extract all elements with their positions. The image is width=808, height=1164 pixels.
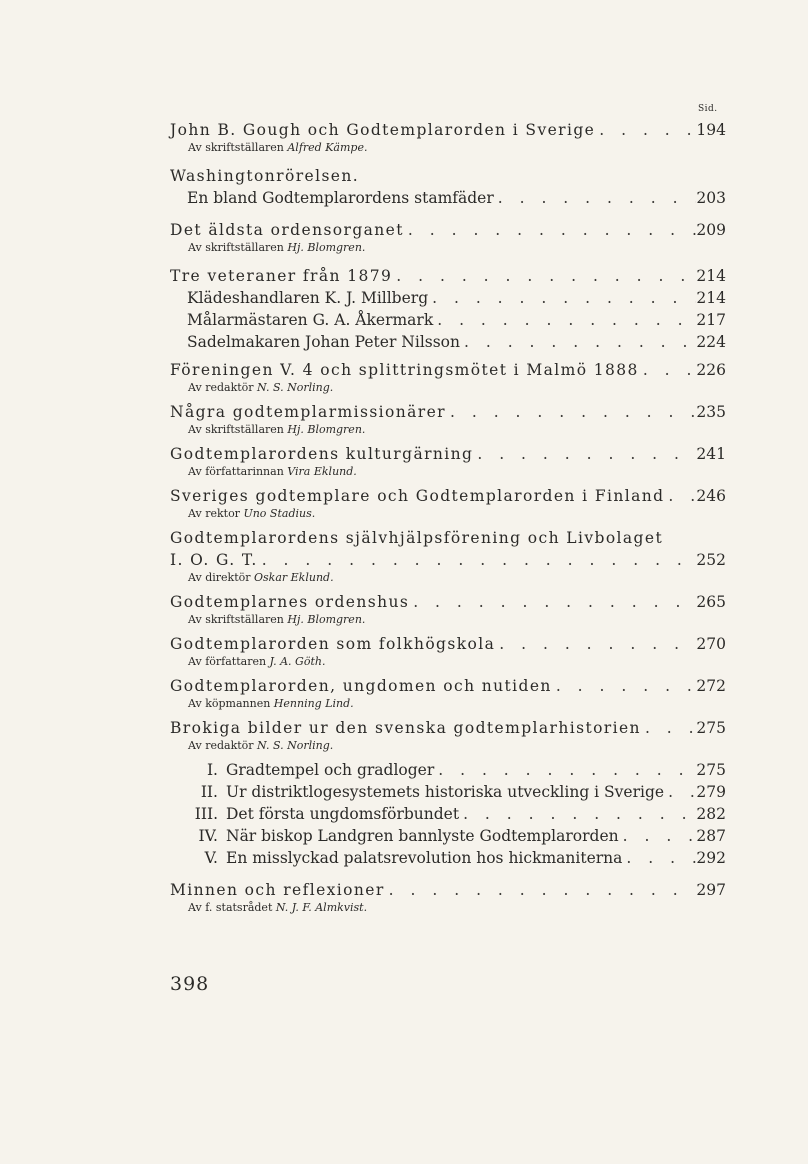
entry-title: Minnen och reflexioner bbox=[170, 881, 385, 899]
entry-page: 241 bbox=[696, 445, 726, 463]
roman-numeral: III. bbox=[194, 805, 218, 823]
entry-author: Av skriftställaren Hj. Blomgren. bbox=[188, 241, 366, 254]
page-number: 398 bbox=[170, 973, 210, 995]
toc-subentry-3 bbox=[170, 803, 726, 825]
entry-page: 297 bbox=[696, 881, 726, 899]
entry-title: En bland Godtemplarordens stamfäder bbox=[187, 189, 494, 207]
entry-page: 292 bbox=[696, 849, 726, 867]
dot-leader bbox=[392, 265, 696, 287]
entry-page: 224 bbox=[696, 333, 726, 351]
entry-author: Av redaktör N. S. Norling. bbox=[188, 739, 334, 752]
dot-leader bbox=[385, 879, 696, 901]
entry-title: Några godtemplarmissionärer bbox=[170, 403, 446, 421]
toc-entry-ungdomen bbox=[170, 675, 726, 697]
entry-author: Av f. statsrådet N. J. F. Almkvist. bbox=[188, 901, 368, 914]
roman-numeral: V. bbox=[204, 849, 218, 867]
entry-page: 265 bbox=[696, 593, 726, 611]
toc-subentry-1 bbox=[170, 759, 726, 781]
toc-entry-ordenshus bbox=[170, 591, 726, 613]
entry-title: Tre veteraner från 1879 bbox=[170, 267, 393, 285]
toc-entry-veteraner bbox=[170, 265, 726, 287]
table-of-contents bbox=[170, 119, 726, 915]
toc-entry-brokiga bbox=[170, 717, 726, 739]
entry-author: Av redaktör N. S. Norling. bbox=[188, 381, 334, 394]
toc-entry-gough bbox=[170, 119, 726, 141]
entry-author: Av direktör Oskar Eklund. bbox=[188, 571, 334, 584]
dot-leader bbox=[428, 287, 696, 309]
toc-entry-livbolaget-line1: Godtemplarordens självhjälpsförening och Livbolaget bbox=[170, 529, 664, 547]
dot-leader bbox=[619, 825, 696, 847]
entry-title: Godtemplarnes ordenshus bbox=[170, 593, 410, 611]
entry-page: 246 bbox=[696, 487, 726, 505]
entry-title: I. Gradtempel och gradloger bbox=[190, 759, 434, 781]
entry-author: Av skriftställaren Hj. Blomgren. bbox=[188, 613, 366, 626]
entry-title: Brokiga bilder ur den svenska godtemplarhistorien bbox=[170, 719, 641, 737]
dot-leader bbox=[664, 485, 696, 507]
toc-entry-minnen bbox=[170, 879, 726, 901]
entry-title: Klädeshandlaren K. J. Millberg bbox=[187, 289, 429, 307]
dot-leader bbox=[495, 633, 696, 655]
entry-title: I. O. G. T. bbox=[170, 551, 258, 569]
entry-title: Godtemplarorden, ungdomen och nutiden bbox=[170, 677, 552, 695]
dot-leader bbox=[434, 759, 696, 781]
toc-entry-foreningen bbox=[170, 359, 726, 381]
toc-subentry-2 bbox=[170, 781, 726, 803]
entry-title: John B. Gough och Godtemplarorden i Sverige bbox=[170, 121, 596, 139]
roman-numeral: II. bbox=[200, 783, 218, 801]
dot-leader bbox=[595, 119, 696, 141]
dot-leader bbox=[641, 717, 696, 739]
dot-leader bbox=[459, 803, 696, 825]
dot-leader bbox=[622, 847, 696, 869]
dot-leader bbox=[404, 219, 696, 241]
entry-author: Av författarinnan Vira Eklund. bbox=[188, 465, 357, 478]
entry-title: Föreningen V. 4 och splittringsmötet i Malmö 1888 bbox=[170, 361, 639, 379]
entry-title: V. En misslyckad palatsrevolution hos hickmaniterna bbox=[190, 847, 622, 869]
toc-entry-nilsson bbox=[170, 331, 726, 353]
entry-author: Av författaren J. A. Göth. bbox=[188, 655, 326, 668]
dot-leader bbox=[473, 443, 696, 465]
toc-entry-millberg bbox=[170, 287, 726, 309]
entry-page: 252 bbox=[696, 551, 726, 569]
entry-author: Av skriftställaren Alfred Kämpe. bbox=[188, 141, 368, 154]
dot-leader bbox=[460, 331, 696, 353]
dot-leader bbox=[639, 359, 696, 381]
entry-author: Av rektor Uno Stadius. bbox=[188, 507, 316, 520]
roman-numeral: IV. bbox=[198, 827, 218, 845]
entry-page: 287 bbox=[696, 827, 726, 845]
entry-page: 235 bbox=[696, 403, 726, 421]
entry-page: 275 bbox=[696, 761, 726, 779]
entry-title: Målarmästaren G. A. Åkermark bbox=[187, 311, 434, 329]
entry-title: IV. När biskop Landgren bannlyste Godtemplarorden bbox=[190, 825, 619, 847]
toc-entry-livbolaget bbox=[170, 549, 726, 571]
toc-entry-missionarer bbox=[170, 401, 726, 423]
entry-title: III. Det första ungdomsförbundet bbox=[190, 803, 459, 825]
entry-page: 270 bbox=[696, 635, 726, 653]
entry-page: 209 bbox=[696, 221, 726, 239]
entry-title: Det äldsta ordensorganet bbox=[170, 221, 404, 239]
entry-page: 275 bbox=[696, 719, 726, 737]
entry-title: Sveriges godtemplare och Godtemplarorden i Finland bbox=[170, 487, 665, 505]
dot-leader bbox=[433, 309, 696, 331]
page-column-label: Sid. bbox=[698, 104, 718, 114]
entry-title: Godtemplarorden som folkhögskola bbox=[170, 635, 496, 653]
toc-subentry-4 bbox=[170, 825, 726, 847]
dot-leader bbox=[664, 781, 696, 803]
toc-subentry-5 bbox=[170, 847, 726, 869]
entry-page: 194 bbox=[696, 121, 726, 139]
dot-leader bbox=[552, 675, 696, 697]
entry-page: 272 bbox=[696, 677, 726, 695]
toc-entry-stamfader bbox=[170, 187, 726, 209]
roman-numeral: I. bbox=[206, 761, 218, 779]
dot-leader bbox=[446, 401, 696, 423]
entry-title: Godtemplarordens kulturgärning bbox=[170, 445, 474, 463]
entry-author: Av skriftställaren Hj. Blomgren. bbox=[188, 423, 366, 436]
toc-entry-folkhogskola bbox=[170, 633, 726, 655]
toc-entry-akermark bbox=[170, 309, 726, 331]
toc-section-washington: Washingtonrörelsen. bbox=[170, 167, 360, 185]
entry-page: 226 bbox=[696, 361, 726, 379]
dot-leader bbox=[494, 187, 696, 209]
entry-page: 282 bbox=[696, 805, 726, 823]
dot-leader bbox=[409, 591, 696, 613]
entry-page: 214 bbox=[696, 267, 726, 285]
entry-title: II. Ur distriktlogesystemets historiska utveckling i Sverige bbox=[190, 781, 664, 803]
entry-page: 279 bbox=[696, 783, 726, 801]
entry-page: 217 bbox=[696, 311, 726, 329]
entry-title: Sadelmakaren Johan Peter Nilsson bbox=[187, 333, 460, 351]
entry-page: 214 bbox=[696, 289, 726, 307]
toc-entry-finland bbox=[170, 485, 726, 507]
entry-author: Av köpmannen Henning Lind. bbox=[188, 697, 354, 710]
toc-entry-kulturgarning bbox=[170, 443, 726, 465]
toc-entry-aldsta bbox=[170, 219, 726, 241]
dot-leader bbox=[258, 549, 696, 571]
entry-page: 203 bbox=[696, 189, 726, 207]
